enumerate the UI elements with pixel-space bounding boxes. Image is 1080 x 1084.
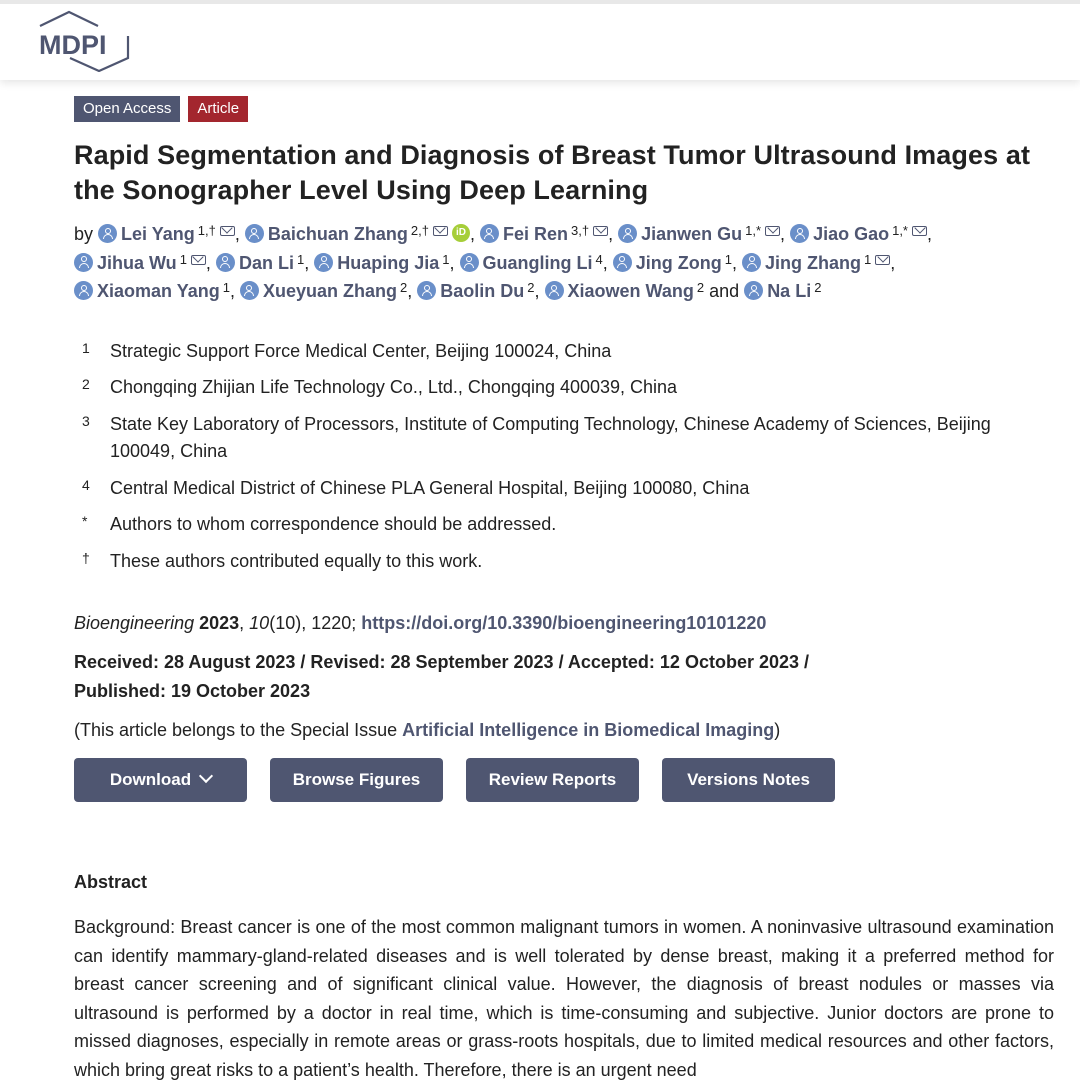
- article-actions: [74, 758, 1054, 802]
- affiliation-text: State Key Laboratory of Processors, Institute of Computing Technology, Chinese Academy of Sciences, Beijing 100049, China: [110, 413, 991, 461]
- author-affiliation-marker: 2: [814, 280, 822, 295]
- author-name[interactable]: Xueyuan Zhang: [262, 281, 397, 301]
- person-icon[interactable]: [618, 224, 637, 243]
- author-name[interactable]: Huaping Jia: [337, 252, 440, 273]
- email-icon[interactable]: [593, 226, 608, 236]
- email-icon[interactable]: [875, 255, 890, 265]
- author: Dan Li $^1$,: [216, 253, 309, 273]
- author-name[interactable]: Xiaowen Wang: [567, 281, 694, 301]
- affiliation-list: [74, 338, 1054, 576]
- open-access-badge[interactable]: Open Access: [74, 96, 180, 122]
- author: Guangling Li $^4$,: [460, 253, 608, 273]
- author-name[interactable]: Jihua Wu: [97, 252, 177, 273]
- person-icon[interactable]: [545, 281, 564, 300]
- author-affiliation-marker: 2: [527, 280, 535, 295]
- download-label: Download: [109, 770, 192, 789]
- affiliation-text: These authors contributed equally to this work.: [110, 550, 483, 571]
- author-affiliation-marker: 1: [442, 251, 450, 267]
- author: Xiaoman Yang $^1$,: [74, 281, 235, 301]
- author-affiliation-marker: 4: [595, 251, 603, 267]
- author-affiliation-marker: 1: [724, 251, 732, 267]
- author: Jing Zhang $^1$ ,: [742, 253, 895, 273]
- affiliation-number: 2: [82, 376, 90, 392]
- person-icon[interactable]: [460, 253, 479, 272]
- article-title: Rapid Segmentation and Diagnosis of Breast Tumor Ultrasound Images at the Sonographer Level Using Deep Learning: [74, 140, 1031, 205]
- site-header: [0, 0, 1080, 80]
- author: [744, 281, 821, 301]
- person-icon[interactable]: [74, 281, 93, 300]
- email-icon[interactable]: [191, 255, 206, 265]
- person-icon[interactable]: [216, 253, 235, 272]
- affiliation-number: 3: [82, 412, 90, 429]
- author-name[interactable]: Dan Li: [238, 252, 294, 273]
- author-name[interactable]: Jianwen Gu: [641, 224, 743, 244]
- author-affiliation-marker: 1,*: [745, 223, 762, 238]
- authors-conjunction: and: [709, 281, 740, 301]
- special-issue-note: [74, 720, 1054, 741]
- citation-page: , 1220;: [301, 613, 362, 633]
- special-issue-prefix: (This article belongs to the Special Issue: [74, 720, 403, 740]
- chevron-down-icon: [199, 769, 213, 783]
- special-issue-link[interactable]: Artificial Intelligence in Biomedical Imaging: [402, 720, 775, 740]
- mdpi-logo[interactable]: [36, 10, 132, 72]
- author: Xueyuan Zhang $^2$,: [240, 281, 412, 301]
- author-list: [74, 220, 1054, 306]
- journal-name: Bioengineering: [74, 613, 195, 633]
- author: Jihua Wu $^1$ ,: [74, 253, 211, 273]
- affiliation-text: Central Medical District of Chinese PLA General Hospital, Beijing 100080, China: [110, 477, 750, 498]
- author: Baichuan Zhang $^{2,\dagger}$ iD ,: [245, 224, 475, 244]
- abstract-text: Background: Breast cancer is one of the most common malignant tumors in women. A noninvasive ultrasound examination can identify mammary-gland-related diseases and is well tolerated by dense breast, making it a preferred method for breast cancer screening and of significant clinical value. However, the diagnosis of breast nodules or masses via ultrasound is performed by a doctor in real time, which is time-consuming and subjective. Junior doctors are prone to missed diagnoses, especially in remote areas or grass-roots hospitals, due to limited medical resources and other factors, which bring great risks to a patient’s health. Therefore, there is an urgent need: [74, 917, 1054, 1080]
- citation-year: 2023: [199, 613, 240, 633]
- author-affiliation-marker: 1: [296, 251, 305, 267]
- author-name[interactable]: Fei Ren: [502, 224, 568, 244]
- email-icon[interactable]: [220, 226, 235, 236]
- author: Jianwen Gu $^{1,*}$ ,: [618, 224, 785, 244]
- author: Baolin Du $^2$,: [417, 281, 539, 301]
- affiliation-number: *: [82, 513, 88, 529]
- affiliation-item: [74, 338, 1054, 366]
- svg-text:MDPI: MDPI: [39, 30, 107, 60]
- author: Jiao Gao $^{1,*}$ ,: [790, 224, 932, 244]
- author-affiliation-marker: 2: [400, 280, 408, 295]
- person-icon[interactable]: [742, 253, 761, 272]
- affiliation-item: [74, 475, 1054, 503]
- person-icon[interactable]: [744, 281, 763, 300]
- doi-link[interactable]: https://doi.org/10.3390/bioengineering10101220: [361, 613, 767, 633]
- author-affiliation-marker: 1: [222, 280, 230, 295]
- author-affiliation-marker: 2,†: [410, 223, 429, 238]
- person-icon[interactable]: [74, 253, 93, 272]
- citation-issue: (10): [269, 613, 302, 633]
- person-icon[interactable]: [417, 281, 436, 300]
- orcid-icon[interactable]: iD: [452, 224, 470, 242]
- author-name[interactable]: Lei Yang: [121, 224, 195, 244]
- person-icon[interactable]: [314, 253, 333, 272]
- author-affiliation-marker: 1: [864, 251, 872, 267]
- browse-figures-button[interactable]: Browse Figures: [270, 758, 443, 802]
- special-issue-suffix: ): [774, 720, 781, 740]
- affiliation-text: Strategic Support Force Medical Center, Beijing 100024, China: [110, 340, 612, 361]
- versions-notes-button[interactable]: Versions Notes: [662, 758, 835, 802]
- author-name[interactable]: Jing Zong: [635, 252, 722, 273]
- authors-prefix: by: [74, 224, 94, 244]
- affiliation-text: Chongqing Zhijian Life Technology Co., Ltd., Chongqing 400039, China: [110, 377, 678, 397]
- person-icon[interactable]: [240, 281, 259, 300]
- affiliation-number: 1: [82, 339, 90, 356]
- author-name[interactable]: Xiaoman Yang: [97, 281, 220, 301]
- affiliation-item: [74, 374, 1054, 402]
- download-button[interactable]: [74, 758, 247, 802]
- email-icon[interactable]: [765, 226, 780, 236]
- author-name[interactable]: Baichuan Zhang: [267, 224, 408, 244]
- email-icon[interactable]: [433, 226, 448, 236]
- article-header: [74, 96, 1054, 1084]
- email-icon[interactable]: [912, 226, 927, 236]
- author-name[interactable]: Na Li: [767, 281, 812, 301]
- author-affiliation-marker: 1,†: [197, 223, 216, 238]
- author: Lei Yang $^{1,\dagger}$ ,: [98, 224, 240, 244]
- author-affiliation-marker: 3,†: [570, 223, 590, 238]
- author-name[interactable]: Jing Zhang: [765, 252, 862, 273]
- author-affiliation-marker: 2: [696, 280, 705, 295]
- author-affiliation-marker: 1: [179, 251, 187, 267]
- article-badges: [74, 96, 1054, 122]
- author-name[interactable]: Jiao Gao: [813, 224, 890, 244]
- person-icon[interactable]: [480, 224, 499, 243]
- author: Jing Zong $^1$,: [613, 253, 737, 273]
- affiliation-number: †: [82, 549, 90, 566]
- person-icon[interactable]: [613, 253, 632, 272]
- affiliation-number: 4: [82, 476, 90, 493]
- author-name[interactable]: Baolin Du: [440, 281, 525, 301]
- author-name[interactable]: Guangling Li: [482, 252, 593, 273]
- article-type-badge: Article: [188, 96, 248, 122]
- affiliation-text: Authors to whom correspondence should be addressed.: [110, 514, 557, 534]
- review-reports-button[interactable]: Review Reports: [466, 758, 639, 802]
- author: Huaping Jia $^1$,: [314, 253, 454, 273]
- citation: Bioengineering 2023, 10(10), 1220; https://doi.org/10.3390/bioengineering10101220: [74, 613, 767, 633]
- citation-volume: 10: [249, 613, 270, 633]
- publication-dates: Received: 28 August 2023 / Revised: 28 September 2023 / Accepted: 12 October 2023 / Published: 19 October 2023: [74, 652, 810, 701]
- person-icon[interactable]: [245, 224, 264, 243]
- affiliation-item: [74, 511, 1054, 539]
- person-icon[interactable]: [98, 224, 117, 243]
- abstract-heading: Abstract: [74, 872, 148, 892]
- author-affiliation-marker: 1,*: [892, 223, 908, 238]
- affiliation-item: [74, 548, 1054, 576]
- author: [545, 281, 705, 301]
- person-icon[interactable]: [790, 224, 809, 243]
- author: Fei Ren $^{3,\dagger}$ ,: [480, 224, 613, 244]
- affiliation-item: [74, 411, 1054, 466]
